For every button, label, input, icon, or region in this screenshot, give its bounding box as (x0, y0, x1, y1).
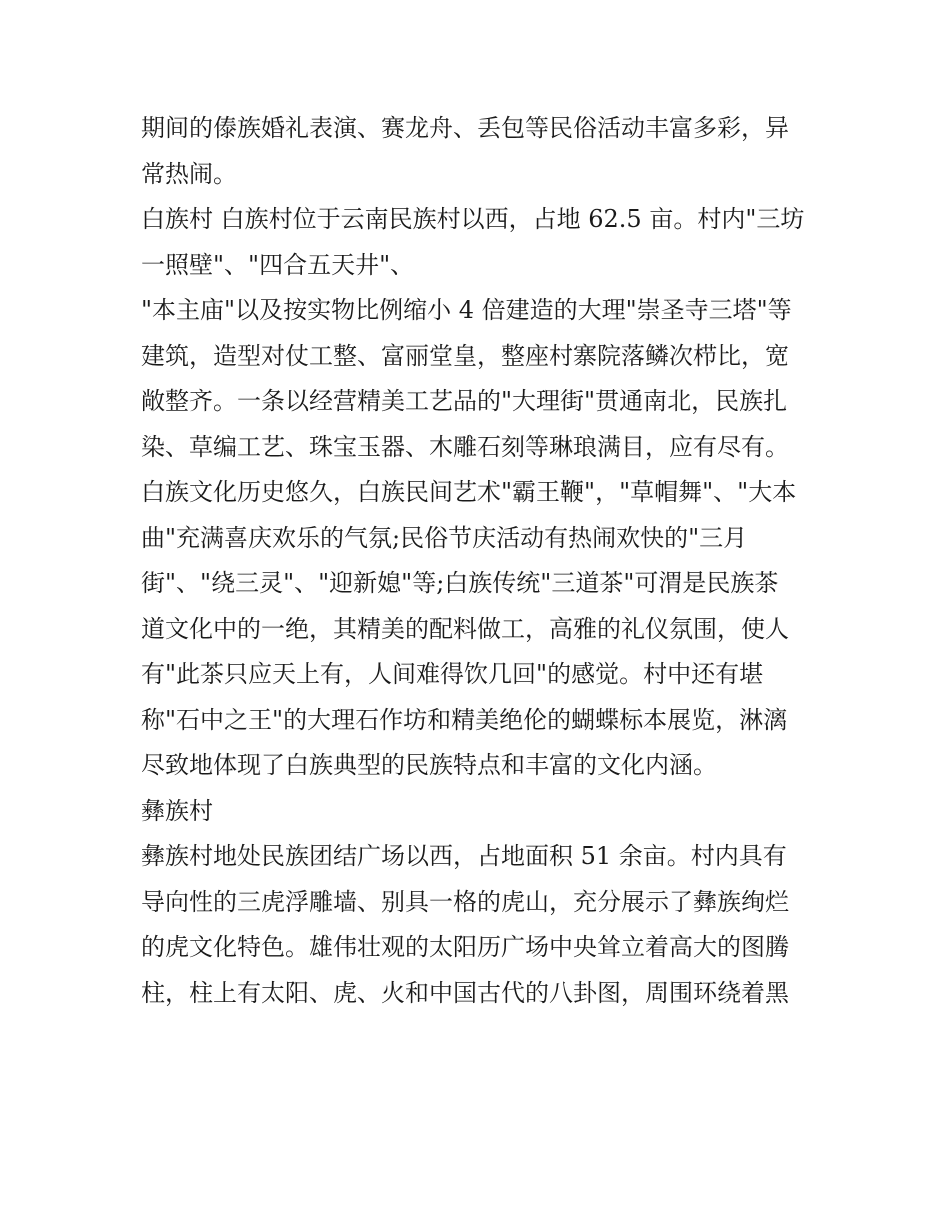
section-heading: 彝族村 (141, 796, 213, 825)
text-line: 建筑，造型对仗工整、富丽堂皇，整座村寨院落鳞次栉比，宽 (141, 341, 789, 370)
text-line: 有"此茶只应天上有，人间难得饮几回"的感觉。村中还有堪 (141, 660, 764, 688)
text-line: 称"石中之王"的大理石作坊和精美绝伦的蝴蝶标本展览，淋漓 (141, 705, 788, 734)
text-line: 敞整齐。一条以经营精美工艺品的"大理街"贯通南北，民族扎 (141, 387, 788, 415)
text-line: 白族文化历史悠久，白族民间艺术"霸王鞭"，"草帽舞"、"大本 (141, 478, 797, 506)
text-line: 道文化中的一绝，其精美的配料做工，高雅的礼仪氛围，使人 (141, 614, 789, 643)
text-line: 一照壁"、"四合五天井"、 (141, 250, 415, 279)
text-line: 常热闹。 (141, 159, 237, 188)
text-line: 的虎文化特色。雄伟壮观的太阳历广场中央耸立着高大的图腾 (141, 933, 789, 961)
text-line: 染、草编工艺、珠宝玉器、木雕石刻等琳琅满目，应有尽有。 (141, 432, 789, 461)
text-line: 导向性的三虎浮雕墙、别具一格的虎山，充分展示了彝族绚烂 (141, 887, 789, 916)
body-text (141, 106, 821, 1016)
text-line: 街"、"绕三灵"、"迎新媳"等;白族传统"三道茶"可渭是民族茶 (141, 569, 779, 597)
text-line: 柱，柱上有太阳、虎、火和中国古代的八卦图，周围环绕着黑 (141, 978, 789, 1007)
text-line: 尽致地体现了白族典型的民族特点和丰富的文化内涵。 (141, 751, 717, 779)
text-line: 白族村 白族村位于云南民族村以西，占地 62.5 亩。村内"三坊 (141, 205, 805, 233)
text-line: 期间的傣族婚礼表演、赛龙舟、丢包等民俗活动丰富多彩，异 (141, 114, 789, 142)
text-line: 彝族村地处民族团结广场以西，占地面积 51 余亩。村内具有 (141, 842, 787, 870)
text-line: "本主庙"以及按实物比例缩小 4 倍建造的大理"崇圣寺三塔"等 (141, 296, 792, 324)
text-line: 曲"充满喜庆欢乐的气氛;民俗节庆活动有热闹欢快的"三月 (141, 523, 748, 552)
